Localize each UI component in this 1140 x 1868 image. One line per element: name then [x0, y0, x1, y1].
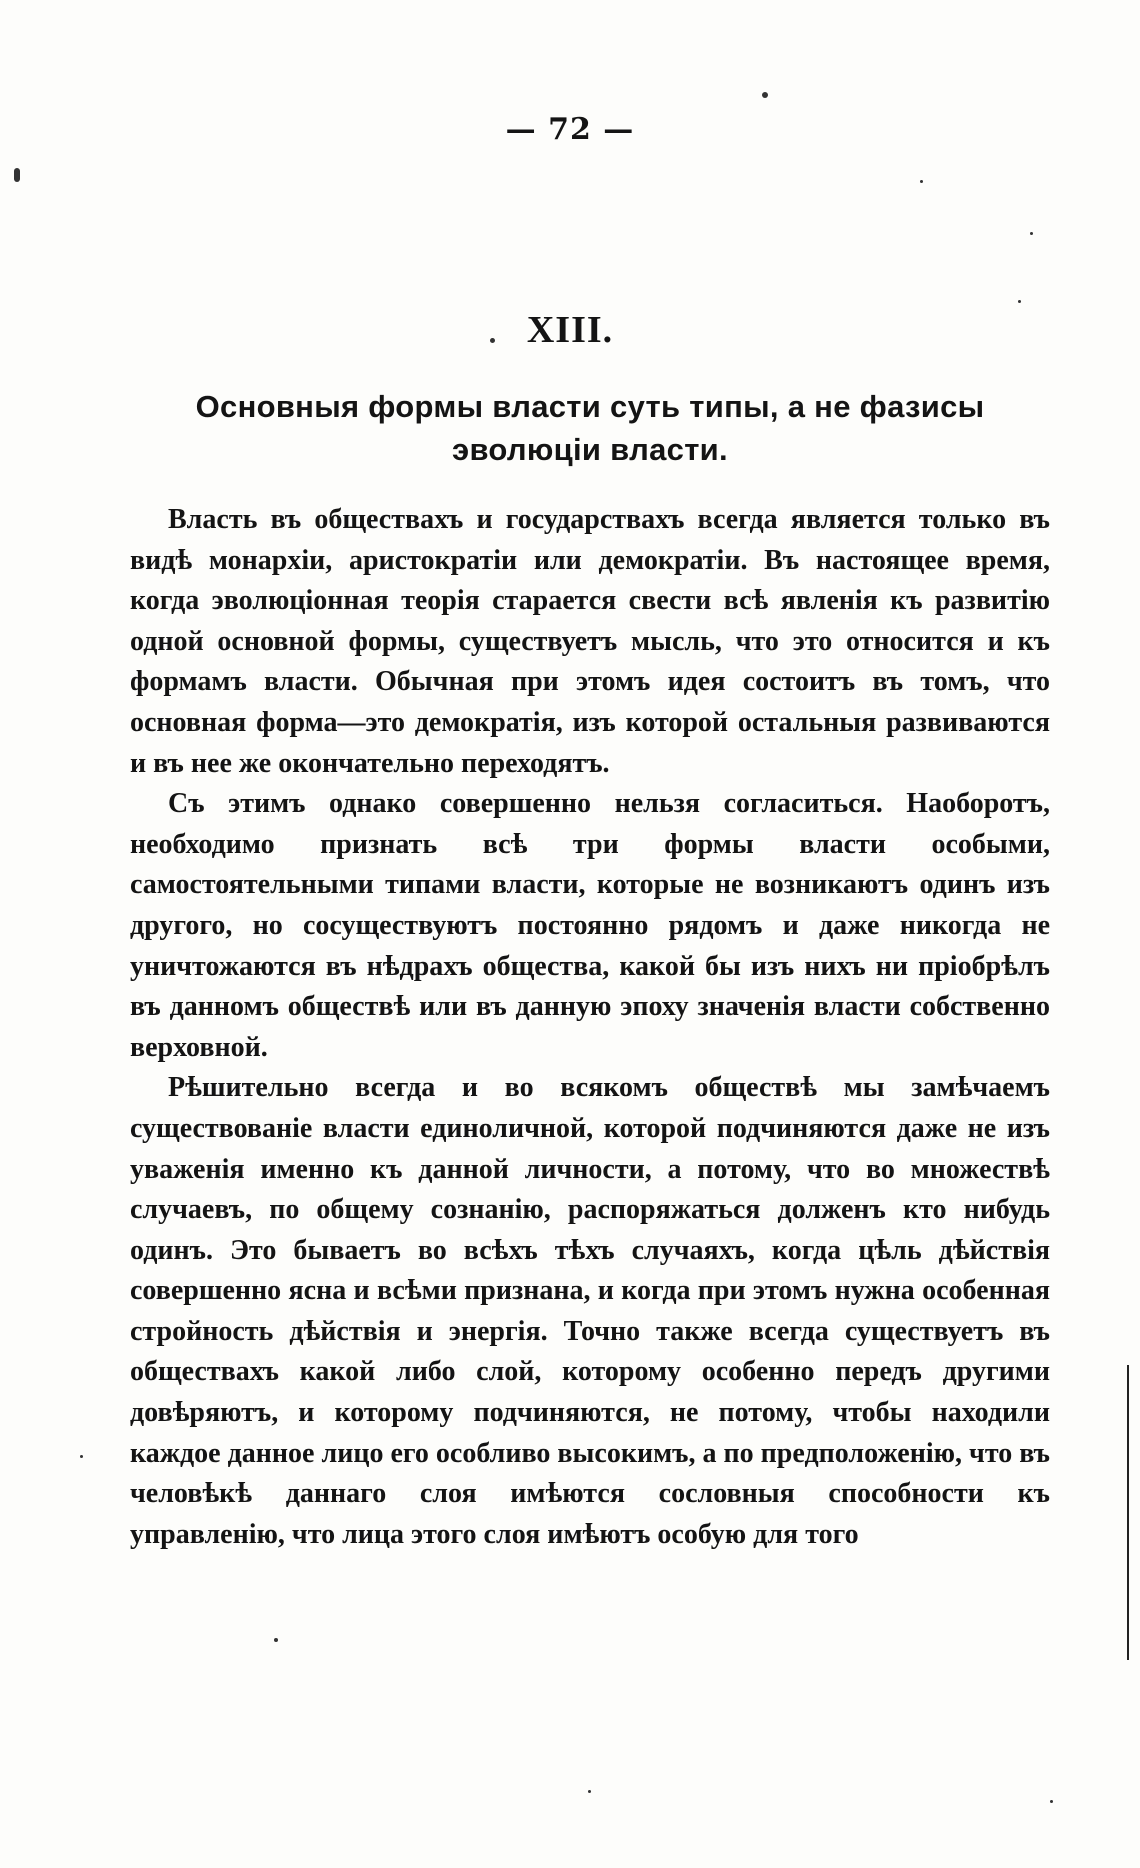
chapter-title: Основныя формы власти суть типы, а не фазисы эволюціи власти.: [195, 389, 985, 467]
paragraph-3: Рѣшительно всегда и во всякомъ обществѣ мы замѣчаемъ существованіе власти единоличной, которой подчиняются даже не изъ уваженія именно къ данной личности, а потому, что во множествѣ случаевъ, по общему сознанію, распоряжаться долженъ кто нибудь одинъ. Это бываетъ во всѣхъ тѣхъ случаяхъ, когда цѣль дѣйствія совершенно ясна и всѣми признана, и когда при этомъ нужна особенная стройность дѣйствія и энергія. Точно также всегда существуетъ въ обществахъ какой либо слой, которому особенно передъ другими довѣряютъ, и которому подчиняются, не потому, чтобы находили каждое данное лицо его особливо высокимъ, а по предположенію, что въ человѣкѣ даннаго слоя имѣются сословныя способности къ управленію, что лица этого слоя имѣютъ особую для того: [130, 1072, 1050, 1550]
chapter-number: XIII.: [526, 309, 614, 351]
scan-speck: [920, 180, 923, 183]
scan-speck: [490, 338, 495, 343]
scan-speck: [80, 1455, 83, 1458]
scan-speck: [1030, 232, 1033, 235]
paragraph-1: Власть въ обществахъ и государствахъ всегда является только въ видѣ монархіи, аристократіи или демократіи. Въ настоящее время, когда эволюціонная теорія старается свести всѣ явленія къ развитію одной основной формы, существуетъ мысль, что это относится и къ формамъ власти. Обычная при этомъ идея состоитъ въ томъ, что основная форма—это демократія, изъ которой остальныя развиваются и въ нее же окончательно переходятъ.: [130, 504, 1050, 779]
scan-speck: [14, 168, 20, 182]
margin-rule: [1127, 1365, 1129, 1660]
scan-speck: [1050, 1800, 1053, 1803]
scan-speck: [274, 1638, 278, 1642]
scan-speck: [762, 92, 768, 98]
scan-speck: [1018, 300, 1021, 303]
page-number: — 72 —: [505, 112, 635, 147]
body-text: [130, 500, 1050, 1555]
paragraph-2: Съ этимъ однако совершенно нельзя согласиться. Наоборотъ, необходимо признать всѣ три формы власти особыми, самостоятельными типами власти, которые не возникаютъ одинъ изъ другого, но сосуществуютъ постоянно рядомъ и даже никогда не уничтожаются въ нѣдрахъ общества, какой бы изъ нихъ ни пріобрѣлъ въ данномъ обществѣ или въ данную эпоху значенія власти собственно верховной.: [130, 788, 1050, 1063]
scan-speck: [588, 1790, 591, 1793]
